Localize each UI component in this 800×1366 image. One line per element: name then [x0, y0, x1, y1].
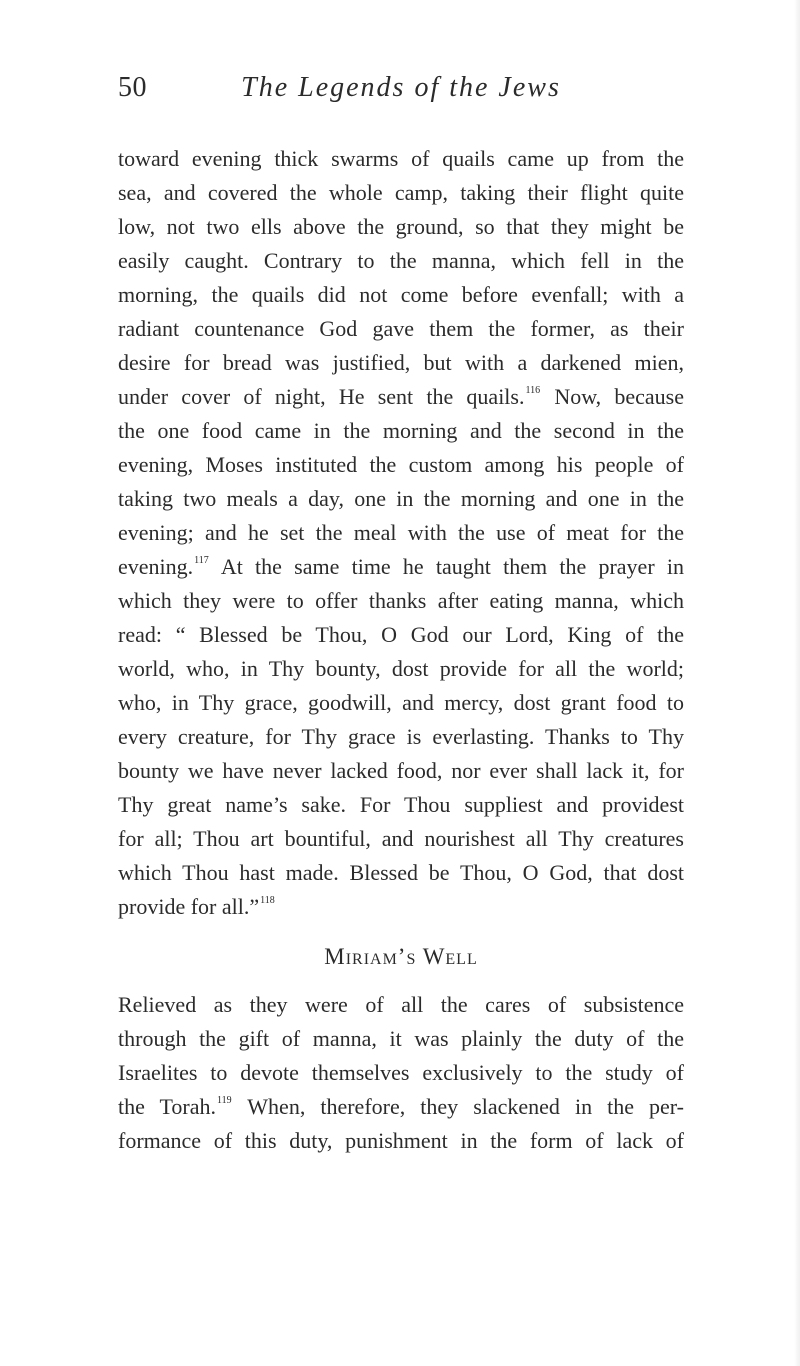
text-line [118, 1090, 684, 1124]
line-text: who, in Thy grace, goodwill, and mercy, dost grant food to [118, 690, 684, 715]
line-text: Thy great name’s sake. For Thou suppliest and providest [118, 792, 684, 817]
footnote-marker: 118 [260, 895, 275, 906]
body-text [118, 142, 684, 1158]
text-line [118, 550, 684, 584]
line-text: for all; Thou art bountiful, and nourishest all Thy creatures [118, 826, 684, 851]
line-text: read: “ Blessed be Thou, O God our Lord, King of the [118, 622, 684, 647]
running-head [118, 72, 684, 112]
line-text: which they were to offer thanks after eating manna, which [118, 588, 684, 613]
line-text: low, not two ells above the ground, so that they might be [118, 214, 684, 239]
running-title: The Legends of the Jews [241, 72, 561, 103]
line-text: Israelites to devote themselves exclusively to the study of [118, 1060, 684, 1085]
text-line [118, 482, 684, 516]
text-line [118, 618, 684, 652]
text-line [118, 1124, 684, 1158]
text-line [118, 448, 684, 482]
text-line [118, 822, 684, 856]
footnote-marker: 117 [194, 555, 209, 566]
text-line [118, 1056, 684, 1090]
text-line [118, 414, 684, 448]
line-text: formance of this duty, punishment in the form of lack of [118, 1128, 684, 1153]
paragraph-quails-and-prayer [118, 142, 684, 924]
line-text: provide for all.” [118, 894, 260, 919]
line-text: sea, and covered the whole camp, taking their flight quite [118, 180, 684, 205]
text-line [118, 754, 684, 788]
line-text: every creature, for Thy grace is everlasting. Thanks to Thy [118, 724, 684, 749]
line-text: through the gift of manna, it was plainly the duty of the [118, 1026, 684, 1051]
line-text-continuation: When, therefore, they slackened in the per- [232, 1094, 684, 1119]
text-line [118, 244, 684, 278]
text-line [118, 584, 684, 618]
footnote-marker: 119 [217, 1095, 232, 1106]
line-text: evening. [118, 554, 194, 579]
line-text: the one food came in the morning and the second in the [118, 418, 684, 443]
page-number: 50 [118, 72, 147, 103]
line-text: the Torah. [118, 1094, 217, 1119]
text-line [118, 1022, 684, 1056]
text-line [118, 176, 684, 210]
line-text: taking two meals a day, one in the morning and one in the [118, 486, 684, 511]
text-line [118, 278, 684, 312]
line-text: evening; and he set the meal with the use of meat for the [118, 520, 684, 545]
text-line [118, 890, 684, 924]
text-line [118, 686, 684, 720]
line-text: world, who, in Thy bounty, dost provide for all the world; [118, 656, 684, 681]
text-line [118, 210, 684, 244]
line-text: easily caught. Contrary to the manna, which fell in the [118, 248, 684, 273]
line-text: toward evening thick swarms of quails came up from the [118, 146, 684, 171]
line-text: morning, the quails did not come before evenfall; with a [118, 282, 684, 307]
text-line [118, 312, 684, 346]
text-line [118, 380, 684, 414]
section-heading: Miriam’s Well [324, 944, 478, 969]
text-line [118, 788, 684, 822]
text-line [118, 720, 684, 754]
line-text: which Thou hast made. Blessed be Thou, O God, that dost [118, 860, 684, 885]
line-text: desire for bread was justified, but with a darkened mien, [118, 350, 684, 375]
text-line [118, 988, 684, 1022]
text-line [118, 516, 684, 550]
text-line [118, 652, 684, 686]
line-text: evening, Moses instituted the custom among his people of [118, 452, 684, 477]
line-text: bounty we have never lacked food, nor ever shall lack it, for [118, 758, 684, 783]
text-line [118, 346, 684, 380]
footnote-marker: 116 [525, 385, 541, 396]
line-text: radiant countenance God gave them the former, as their [118, 316, 684, 341]
line-text-continuation: At the same time he taught them the prayer in [209, 554, 684, 579]
line-text: under cover of night, He sent the quails. [118, 384, 525, 409]
line-text-continuation: Now, because [541, 384, 685, 409]
line-text: Relieved as they were of all the cares of subsistence [118, 992, 684, 1017]
text-line [118, 142, 684, 176]
paragraph-miriams-well [118, 988, 684, 1158]
text-line [118, 856, 684, 890]
page-edge-shadow [794, 0, 800, 1366]
